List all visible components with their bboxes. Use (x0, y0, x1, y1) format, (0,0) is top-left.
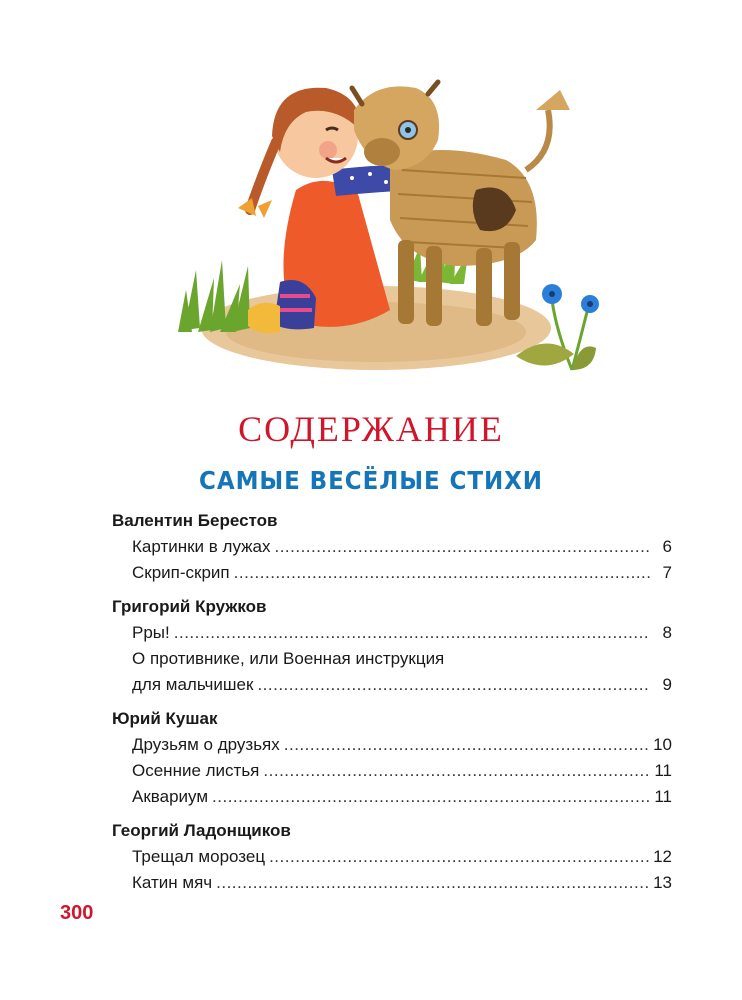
author-name: Георгий Ладонщиков (112, 821, 291, 840)
dot-leader (284, 732, 649, 758)
table-of-contents (112, 508, 672, 896)
dot-leader (216, 870, 649, 896)
dot-leader (269, 844, 649, 870)
grass-left (178, 260, 250, 332)
dot-leader (174, 620, 650, 646)
entry-title: Друзьям о друзьях (132, 735, 280, 754)
entry-page: 8 (662, 623, 672, 642)
calf-nose (364, 138, 400, 166)
entry-title: Картинки в лужах (132, 537, 271, 556)
toc-entry[interactable] (112, 732, 672, 758)
toc-entry[interactable] (112, 784, 672, 810)
entry-page: 13 (653, 873, 672, 892)
page-number: 300 (60, 902, 94, 924)
toc-entry[interactable] (112, 672, 672, 698)
toc-entry[interactable] (112, 534, 672, 560)
toc-entry[interactable] (112, 844, 672, 870)
contents-heading: СОДЕРЖАНИЕ (238, 409, 504, 449)
entry-title: для мальчишек (132, 675, 254, 694)
entry-page: 9 (662, 675, 672, 694)
author-name: Юрий Кушак (112, 709, 218, 728)
entry-title-line1[interactable]: О противнике, или Военная инструкция (132, 649, 445, 668)
dot-leader (234, 560, 650, 586)
dot-leader (263, 758, 650, 784)
entry-title: Катин мяч (132, 873, 213, 892)
entry-page: 10 (653, 735, 672, 754)
dot-leader (274, 534, 650, 560)
boot-sole (248, 303, 280, 333)
entry-title: Аквариум (132, 787, 209, 806)
entry-page: 11 (654, 787, 672, 806)
dot-leader (257, 672, 650, 698)
entry-page: 6 (662, 537, 672, 556)
entry-title: Рры! (132, 623, 170, 642)
toc-entry[interactable] (112, 758, 672, 784)
entry-page: 12 (653, 847, 672, 866)
entry-title: Трещал морозец (132, 847, 266, 866)
toc-entry[interactable] (112, 560, 672, 586)
entry-page: 7 (662, 563, 672, 582)
toc-entry[interactable] (112, 870, 672, 896)
section-subheading: САМЫЕ ВЕСЁЛЫЕ СТИХИ (199, 466, 543, 495)
toc-entry[interactable] (112, 620, 672, 646)
entry-title: Скрип-скрип (132, 563, 230, 582)
author-name: Григорий Кружков (112, 597, 267, 616)
dot-leader (212, 784, 650, 810)
entry-title: Осенние листья (132, 761, 260, 780)
calf-tail (526, 110, 550, 170)
girl-hugging-straw-calf-illustration (176, 70, 600, 390)
entry-page: 11 (654, 761, 672, 780)
author-name: Валентин Берестов (112, 511, 278, 530)
